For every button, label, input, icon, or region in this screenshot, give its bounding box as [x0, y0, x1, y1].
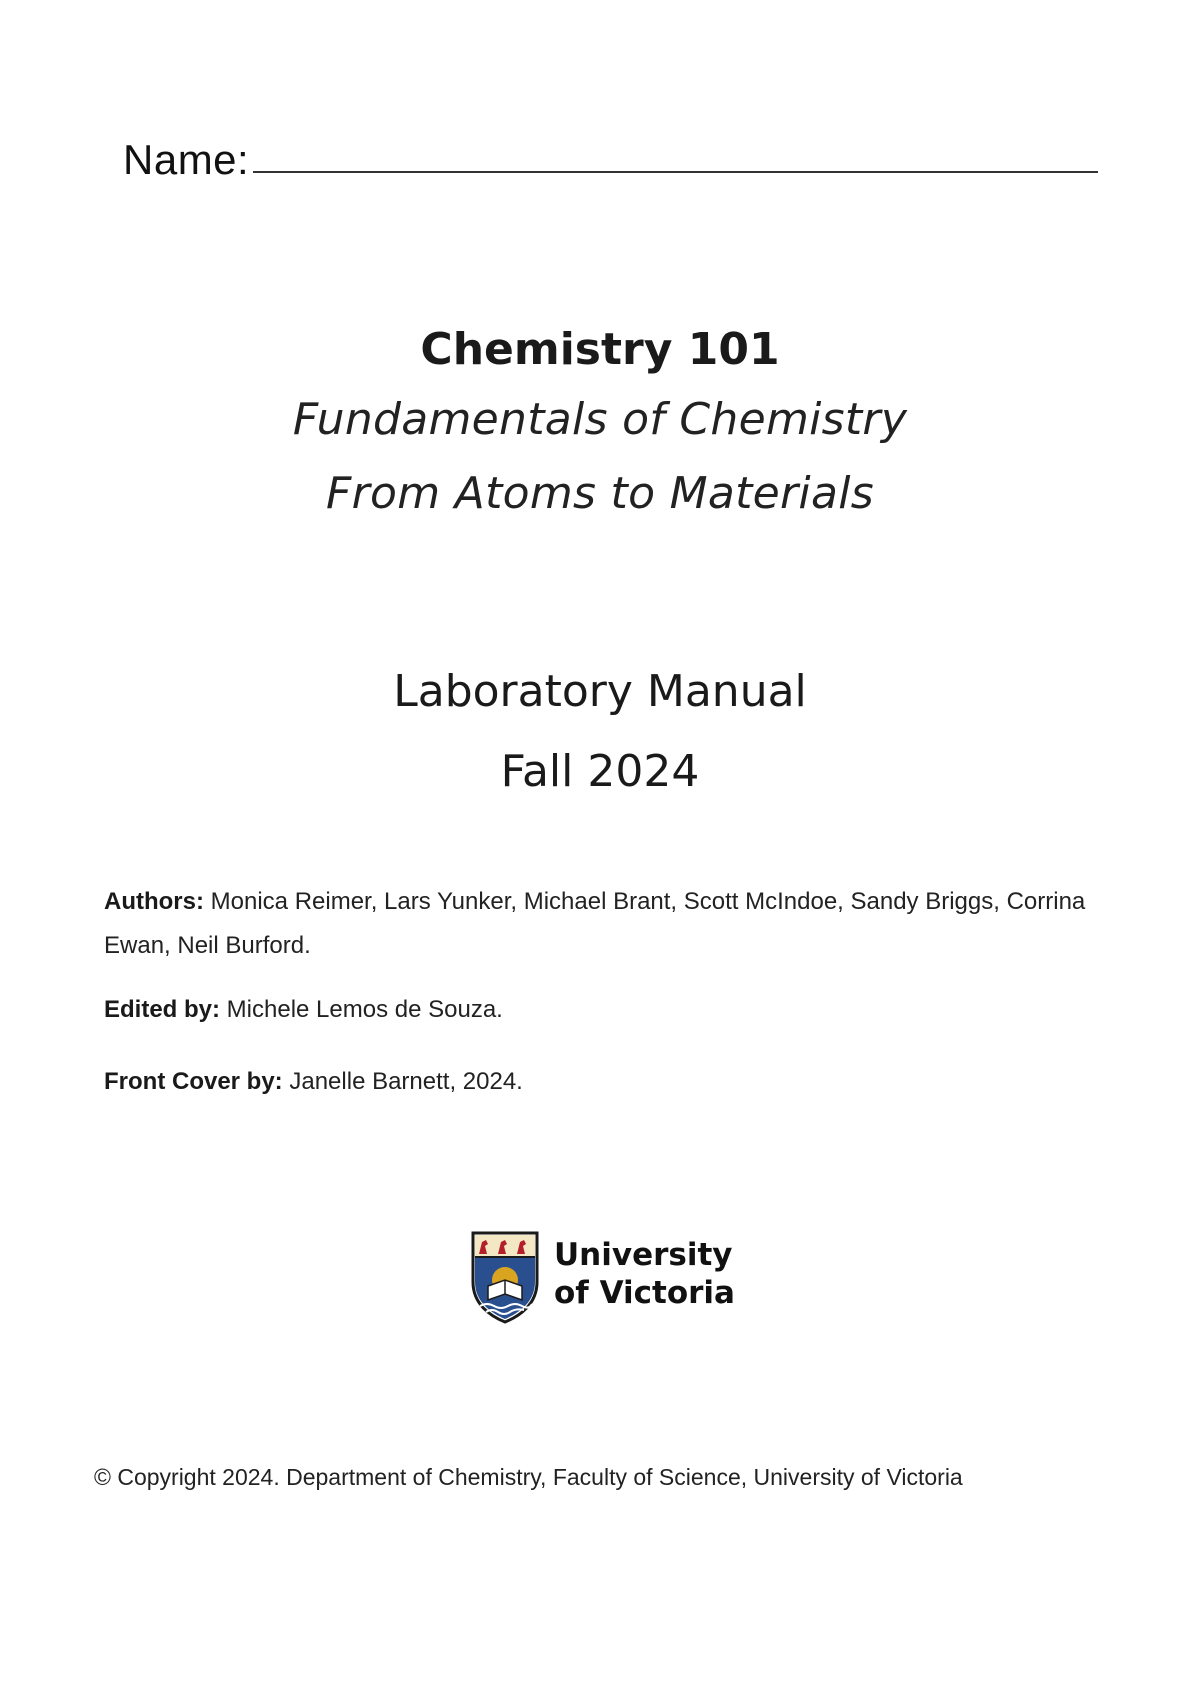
university-name-line2: of Victoria [554, 1275, 735, 1311]
manual-title: Laboratory Manual [393, 666, 807, 717]
cover-label: Front Cover by: [104, 1068, 283, 1095]
name-label: Name: [123, 136, 250, 183]
copyright-notice: © Copyright 2024. Department of Chemistry, Faculty of Science, University of Victoria [94, 1464, 963, 1490]
university-crest-icon [470, 1230, 540, 1324]
university-name-line1: University [554, 1237, 733, 1273]
course-subtitle-line2: From Atoms to Materials [326, 468, 874, 519]
course-title: Chemistry 101 [420, 324, 780, 375]
course-subtitle-line1: Fundamentals of Chemistry [292, 394, 908, 445]
authors-value: Monica Reimer, Lars Yunker, Michael Brant, Scott McIndoe, Sandy Briggs, Corrina Ewan, Neil Burford. [104, 888, 1086, 959]
university-name [554, 1236, 735, 1312]
credits [104, 880, 1104, 1104]
title-block [0, 320, 1200, 534]
edited-credit [104, 988, 1104, 1032]
university-logo [470, 1230, 760, 1330]
cover-value: Janelle Barnett, 2024. [282, 1068, 523, 1095]
edited-label: Edited by: [104, 996, 221, 1023]
name-blank-line [253, 171, 1098, 173]
name-field-row [123, 130, 1103, 190]
edited-value: Michele Lemos de Souza. [220, 996, 503, 1023]
manual-block [0, 652, 1200, 812]
authors-credit [104, 880, 1104, 968]
authors-label: Authors: [104, 888, 204, 915]
cover-credit [104, 1060, 1104, 1104]
manual-term: Fall 2024 [500, 746, 700, 797]
